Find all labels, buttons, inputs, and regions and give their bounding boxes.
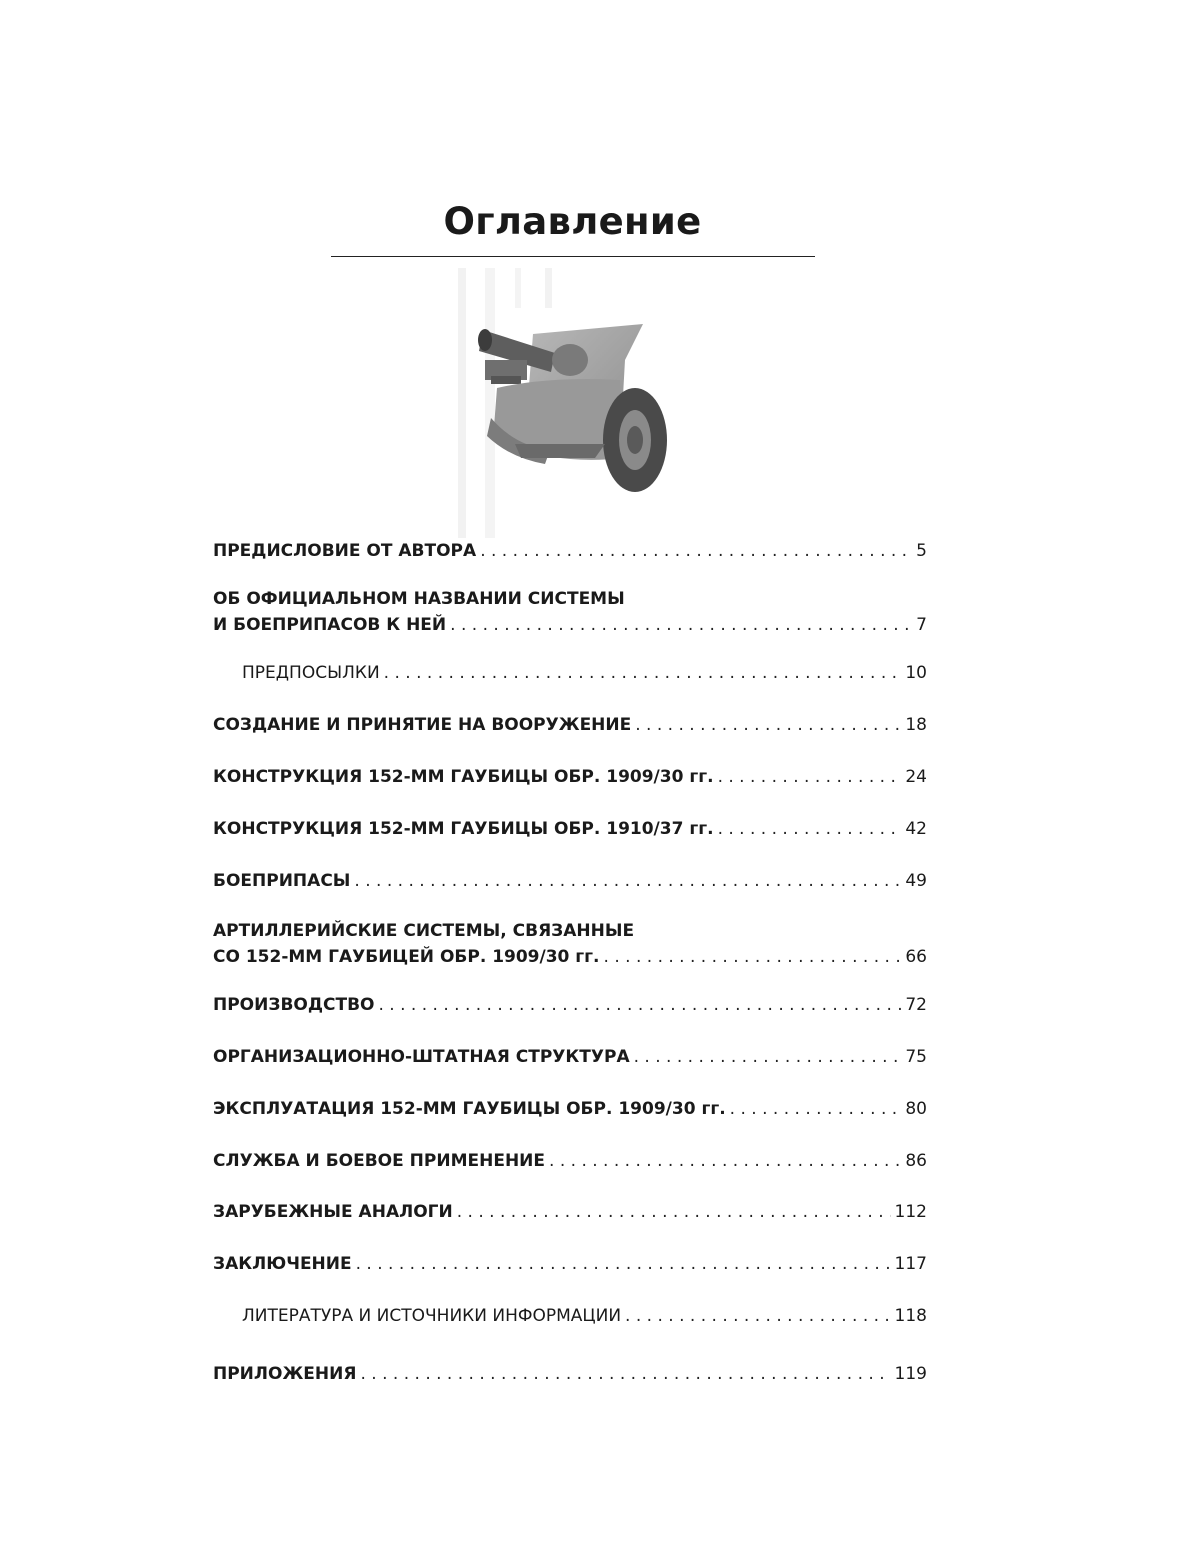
dot-leader: [457, 1199, 891, 1225]
toc-entry-design-1910-37[interactable]: [213, 816, 927, 842]
dot-leader: [718, 816, 902, 842]
toc-entry-label: КОНСТРУКЦИЯ 152-ММ ГАУБИЦЫ ОБР. 1910/37 гг.: [213, 819, 714, 839]
dot-leader: [354, 868, 901, 894]
toc-entry-label: СОЗДАНИЕ И ПРИНЯТИЕ НА ВООРУЖЕНИЕ: [213, 715, 632, 735]
dot-leader: [384, 660, 902, 686]
toc-entry-label: КОНСТРУКЦИЯ 152-ММ ГАУБИЦЫ ОБР. 1909/30 гг.: [213, 767, 714, 787]
toc-page-number: 5: [916, 541, 927, 561]
toc-entry-label: ОРГАНИЗАЦИОННО-ШТАТНАЯ СТРУКТУРА: [213, 1047, 630, 1067]
toc-entry-production[interactable]: [213, 992, 927, 1018]
toc-entry-conclusion[interactable]: [213, 1251, 927, 1277]
toc-page-number: 117: [894, 1254, 927, 1274]
toc-page-number: 80: [905, 1099, 927, 1119]
dot-leader: [480, 538, 912, 564]
toc-page-number: 112: [894, 1202, 927, 1222]
toc-entry-label: ЭКСПЛУАТАЦИЯ 152-ММ ГАУБИЦЫ ОБР. 1909/30 гг.: [213, 1099, 726, 1119]
dot-leader: [604, 944, 902, 970]
dot-leader: [378, 992, 901, 1018]
dot-leader: [625, 1303, 891, 1329]
toc-page-number: 24: [905, 767, 927, 787]
toc-entry-label: БОЕПРИПАСЫ: [213, 871, 351, 891]
dot-leader: [718, 764, 902, 790]
toc-entry-appendices[interactable]: [213, 1361, 927, 1387]
toc-entry-label: ЗАКЛЮЧЕНИЕ: [213, 1254, 352, 1274]
toc-page-number: 72: [905, 995, 927, 1015]
toc-entry-label: АРТИЛЛЕРИЙСКИЕ СИСТЕМЫ, СВЯЗАННЫЕ: [213, 921, 635, 941]
toc-entry-operation[interactable]: [213, 1096, 927, 1122]
toc-entry-preface[interactable]: [213, 538, 927, 564]
toc-entry-foreign-analogues[interactable]: [213, 1199, 927, 1225]
page-title: Оглавление: [443, 200, 702, 243]
dot-leader: [549, 1148, 901, 1174]
toc-entry-label: ЛИТЕРАТУРА И ИСТОЧНИКИ ИНФОРМАЦИИ: [242, 1306, 622, 1326]
toc-entry-design-1909-30[interactable]: [213, 764, 927, 790]
toc-page-number: 7: [916, 615, 927, 635]
toc-entry-label: И БОЕПРИПАСОВ К НЕЙ: [213, 615, 447, 635]
toc-page-number: 18: [905, 715, 927, 735]
toc-page-number: 10: [905, 663, 927, 683]
toc-page-number: 118: [894, 1306, 927, 1326]
toc-entry-official-name[interactable]: [213, 586, 927, 638]
toc-entry-creation[interactable]: [213, 712, 927, 738]
howitzer-illustration: [455, 268, 680, 538]
toc-entry-related-systems[interactable]: [213, 918, 927, 970]
toc-entry-label: ПРОИЗВОДСТВО: [213, 995, 375, 1015]
toc-entry-ammunition[interactable]: [213, 868, 927, 894]
toc-page-number: 66: [905, 947, 927, 967]
toc-page-number: 75: [905, 1047, 927, 1067]
dot-leader: [360, 1361, 890, 1387]
dot-leader: [634, 1044, 902, 1070]
toc-entry-label: ОБ ОФИЦИАЛЬНОМ НАЗВАНИИ СИСТЕМЫ: [213, 589, 625, 609]
toc-entry-prerequisites[interactable]: [213, 660, 927, 686]
dot-leader: [730, 1096, 902, 1122]
toc-page-number: 42: [905, 819, 927, 839]
dot-leader: [450, 612, 912, 638]
toc-entry-label: ПРЕДИСЛОВИЕ ОТ АВТОРА: [213, 541, 477, 561]
toc-entry-label: ЗАРУБЕЖНЫЕ АНАЛОГИ: [213, 1202, 453, 1222]
toc-entry-label: СЛУЖБА И БОЕВОЕ ПРИМЕНЕНИЕ: [213, 1151, 546, 1171]
toc-entry-organization[interactable]: [213, 1044, 927, 1070]
dot-leader: [635, 712, 901, 738]
toc-page-number: 86: [905, 1151, 927, 1171]
dot-leader: [356, 1251, 891, 1277]
toc-entry-service[interactable]: [213, 1148, 927, 1174]
title-divider: [331, 256, 815, 257]
toc-page-number: 49: [905, 871, 927, 891]
toc-entry-label: СО 152-ММ ГАУБИЦЕЙ ОБР. 1909/30 гг.: [213, 947, 600, 967]
toc-entry-label: ПРИЛОЖЕНИЯ: [213, 1364, 357, 1384]
toc-page-number: 119: [894, 1364, 927, 1384]
toc-entry-label: ПРЕДПОСЫЛКИ: [242, 663, 380, 683]
toc-entry-literature[interactable]: [213, 1303, 927, 1329]
